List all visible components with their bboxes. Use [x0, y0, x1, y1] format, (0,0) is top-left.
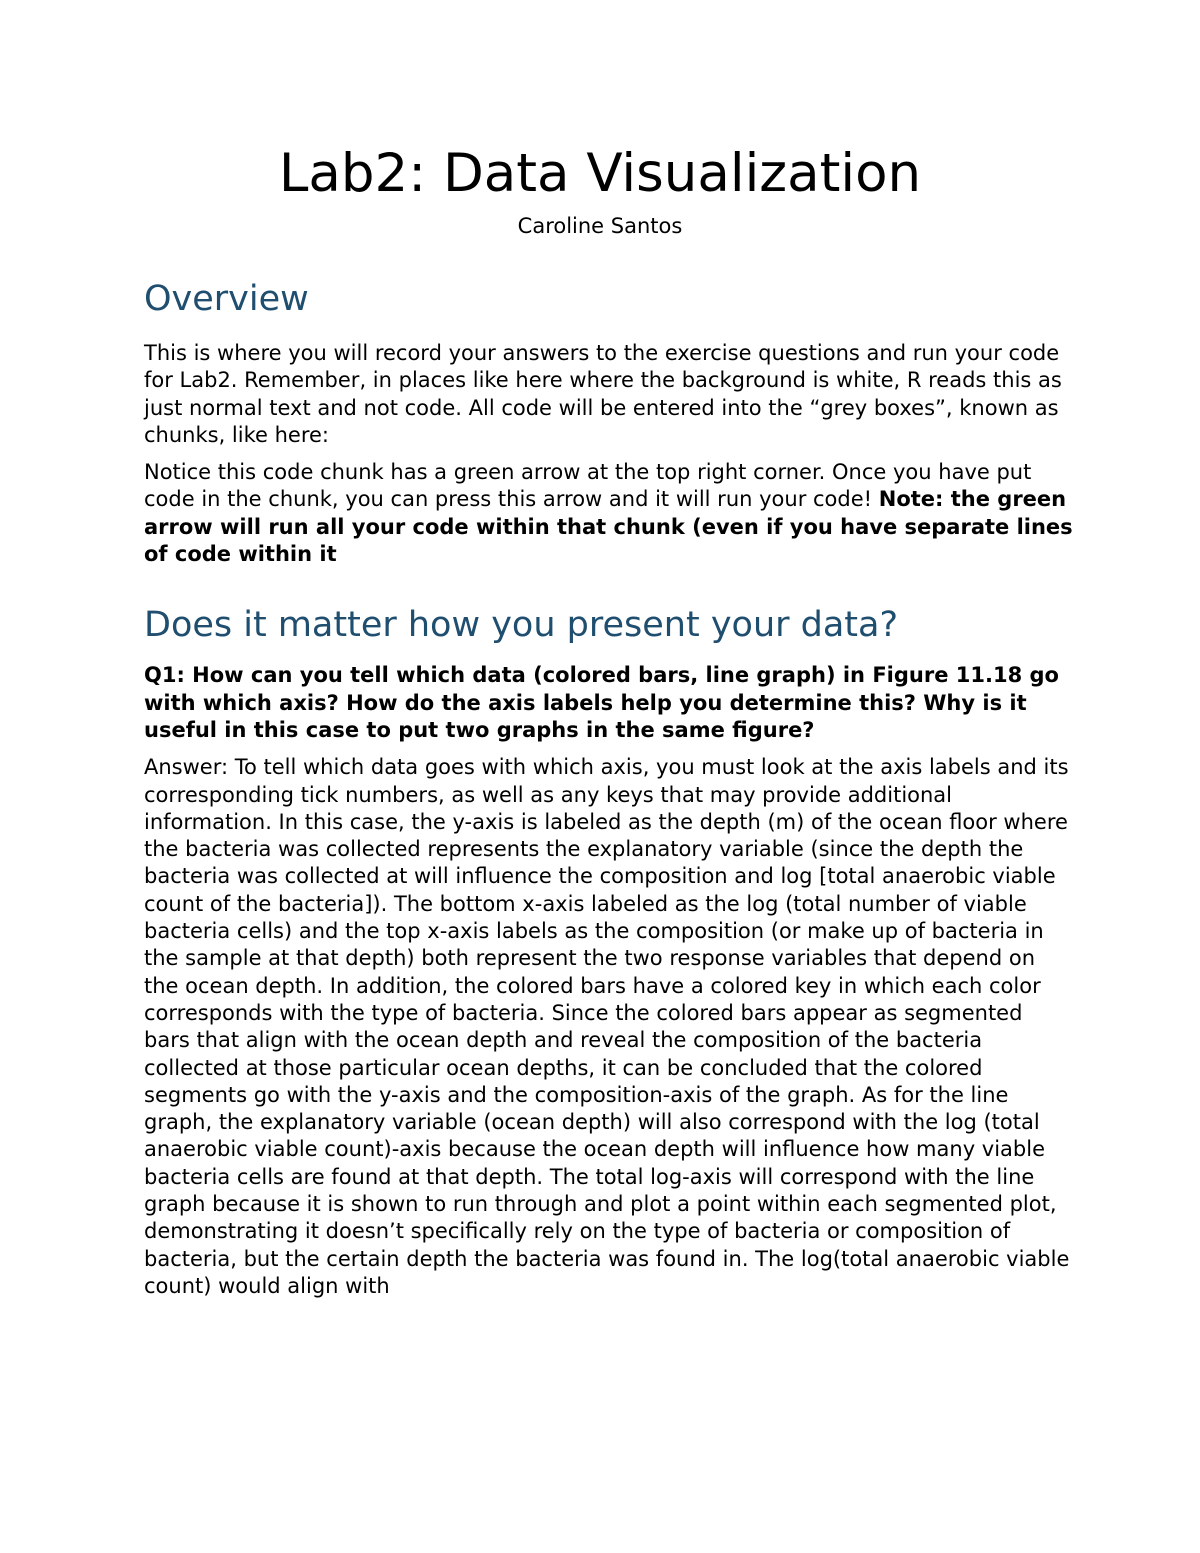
- code-chunk-note-bold: Note: the green arrow will run all your code within that chunk (even if you have separate lines of code within it: [144, 487, 1073, 567]
- document-author: Caroline Santos: [517, 214, 683, 238]
- code-chunk-note: [144, 459, 1074, 568]
- answer-q1: Answer: To tell which data goes with which axis, you must look at the axis labels and its corresponding tick numbers, as well as any keys that may provide additional information. In this case, the y-axis is labeled as the depth (m) of the ocean floor where the bacteria was collected represents the explanatory variable (since the depth the bacteria was collected at will influence the composition and log [total anaerobic viable count of the bacteria]). The bottom x-axis labeled as the log (total number of viable bacteria cells) and the top x-axis labels as the composition (or make up of bacteria in the sample at that depth) both represent the two response variables that depend on the ocean depth. In addition, the colored bars have a colored key in which each color corresponds with the type of bacteria. Since the colored bars appear as segmented bars that align with the ocean depth and reveal the composition of the bacteria collected at those particular ocean depths, it can be concluded that the colored segments go with the y-axis and the composition-axis of the graph. As for the line graph, the explanatory variable (ocean depth) will also correspond with the log (total anaerobic viable count)-axis because the ocean depth will influence how many viable bacteria cells are found at that depth. The total log-axis will correspond with the line graph because it is shown to run through and plot a point within each segmented plot, demonstrating it doesn’t specifically rely on the type of bacteria or composition of bacteria, but the certain depth the bacteria was found in. The log(total anaerobic viable count) would align with: [144, 755, 1070, 1298]
- code-chunk-note-text: Notice this code chunk has a green arrow at the top right corner. Once you have put code in the chunk, you can press this arrow and it will run your code!: [144, 460, 1032, 512]
- document-body: [144, 276, 1074, 1300]
- section-heading: Does it matter how you present your data?: [144, 605, 899, 646]
- overview-paragraph: This is where you will record your answers to the exercise questions and run your code for Lab2. Remember, in places like here where the background is white, R reads this as just normal text and not code. All code will be entered into the “grey boxes”, known as chunks, like here:: [144, 341, 1062, 447]
- document-title: Lab2: Data Visualization: [278, 143, 922, 204]
- question-q1: Q1: How can you tell which data (colored bars, line graph) in Figure 11.18 go with which axis? How do the axis labels help you determine this? Why is it useful in this case to put two graphs in the same figure?: [144, 663, 1059, 742]
- overview-heading: Overview: [144, 279, 309, 319]
